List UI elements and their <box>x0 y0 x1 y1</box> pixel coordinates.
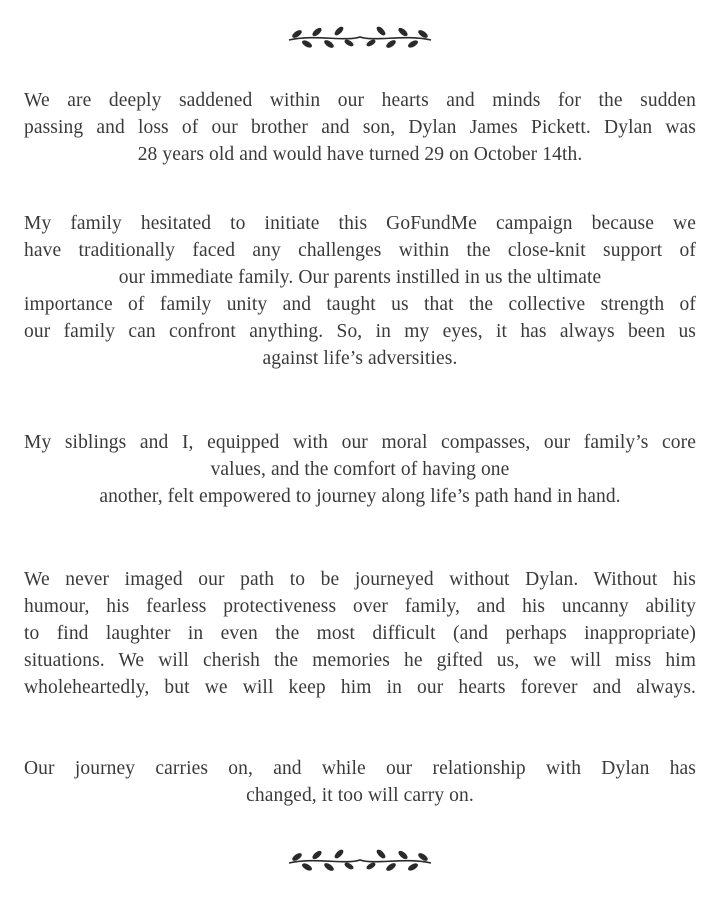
laurel-vine-icon <box>285 845 435 875</box>
text-line: importance of family unity and taught us that the collective strength of <box>24 294 696 315</box>
text-line: We are deeply saddened within our hearts and minds for the sudden <box>24 90 696 111</box>
paragraph-closing <box>24 755 696 809</box>
paragraph-family <box>24 210 696 372</box>
text-line: to find laughter in even the most difficult (and perhaps inappropriate) <box>24 623 696 644</box>
text-line: We never imaged our path to be journeyed without Dylan. Without his <box>24 569 696 590</box>
paragraph-siblings <box>24 429 696 510</box>
text-line: our immediate family. Our parents instilled in us the ultimate <box>118 267 602 288</box>
text-line: passing and loss of our brother and son, Dylan James Pickett. Dylan was <box>24 117 696 138</box>
text-line: values, and the comfort of having one <box>210 459 510 480</box>
laurel-vine-icon <box>285 22 435 52</box>
text-line: against life’s adversities. <box>262 348 458 369</box>
text-line: 28 years old and would have turned 29 on October 14th. <box>137 144 583 165</box>
paragraph-dylan <box>24 566 696 701</box>
text-line: situations. We will cherish the memories he gifted us, we will miss him <box>24 650 696 671</box>
text-line: My family hesitated to initiate this GoFundMe campaign because we <box>24 213 696 234</box>
text-line: another, felt empowered to journey along life’s path hand in hand. <box>99 486 621 507</box>
text-line: My siblings and I, equipped with our moral compasses, our family’s core <box>24 432 696 453</box>
paragraph-intro <box>24 87 696 168</box>
text-line: changed, it too will carry on. <box>246 785 474 806</box>
text-line: have traditionally faced any challenges within the close-knit support of <box>24 240 696 261</box>
text-line: our family can confront anything. So, in my eyes, it has always been us <box>24 321 696 342</box>
text-line: Our journey carries on, and while our relationship with Dylan has <box>24 758 696 779</box>
text-line: humour, his fearless protectiveness over family, and his uncanny ability <box>24 596 696 617</box>
text-line: wholeheartedly, but we will keep him in our hearts forever and always. <box>24 677 696 698</box>
